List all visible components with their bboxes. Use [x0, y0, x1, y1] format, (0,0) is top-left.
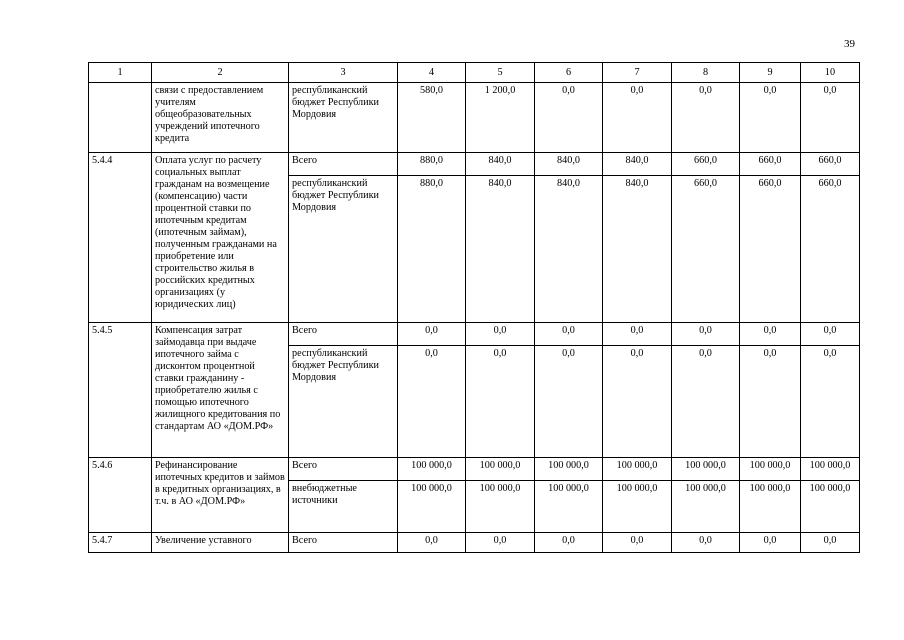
- funding-source: Всего: [289, 153, 398, 176]
- value-cell: 0,0: [740, 533, 801, 553]
- value-cell: 0,0: [740, 323, 801, 346]
- value-cell: 0,0: [801, 323, 860, 346]
- value-cell: 0,0: [672, 323, 740, 346]
- value-cell: 0,0: [603, 346, 672, 458]
- funding-source: республиканский бюджет Республики Мордовия: [289, 83, 398, 153]
- column-header: 2: [152, 63, 289, 83]
- value-cell: 100 000,0: [466, 481, 535, 533]
- value-cell: 0,0: [535, 83, 603, 153]
- value-cell: 100 000,0: [672, 458, 740, 481]
- value-cell: 660,0: [740, 176, 801, 323]
- value-cell: 0,0: [740, 83, 801, 153]
- value-cell: 0,0: [398, 533, 466, 553]
- column-header: 5: [466, 63, 535, 83]
- column-header: 6: [535, 63, 603, 83]
- table-row: [89, 323, 860, 346]
- item-code: [89, 83, 152, 153]
- funding-source: Всего: [289, 323, 398, 346]
- value-cell: 100 000,0: [801, 458, 860, 481]
- value-cell: 0,0: [801, 83, 860, 153]
- value-cell: 0,0: [603, 83, 672, 153]
- value-cell: 0,0: [672, 83, 740, 153]
- item-code: 5.4.5: [89, 323, 152, 458]
- funding-source: республиканский бюджет Республики Мордовия: [289, 176, 398, 323]
- budget-table: [88, 62, 860, 553]
- value-cell: 0,0: [466, 346, 535, 458]
- value-cell: 660,0: [672, 153, 740, 176]
- value-cell: 0,0: [398, 323, 466, 346]
- value-cell: 840,0: [466, 176, 535, 323]
- funding-source: Всего: [289, 533, 398, 553]
- item-code: 5.4.6: [89, 458, 152, 533]
- value-cell: 100 000,0: [603, 458, 672, 481]
- value-cell: 660,0: [801, 176, 860, 323]
- value-cell: 0,0: [603, 323, 672, 346]
- value-cell: 840,0: [603, 153, 672, 176]
- value-cell: 880,0: [398, 153, 466, 176]
- funding-source: Всего: [289, 458, 398, 481]
- column-header: 10: [801, 63, 860, 83]
- value-cell: 0,0: [535, 533, 603, 553]
- value-cell: 100 000,0: [466, 458, 535, 481]
- value-cell: 840,0: [466, 153, 535, 176]
- value-cell: 100 000,0: [740, 458, 801, 481]
- item-code: 5.4.4: [89, 153, 152, 323]
- value-cell: 840,0: [603, 176, 672, 323]
- table-row: [89, 458, 860, 481]
- page-number: 39: [844, 38, 855, 50]
- item-name: Увеличение уставного: [152, 533, 289, 553]
- value-cell: 0,0: [801, 533, 860, 553]
- value-cell: 100 000,0: [801, 481, 860, 533]
- item-name: связи с предоставлением учителям общеобразовательных учреждений ипотечного кредита: [152, 83, 289, 153]
- value-cell: 100 000,0: [398, 458, 466, 481]
- value-cell: 100 000,0: [535, 458, 603, 481]
- item-name: Оплата услуг по расчету социальных выплат гражданам на возмещение (компенсацию) части процентной ставки по ипотечным кредитам (ипотечным займам), полученным гражданами на приобретение или строительство жилья в российских кредитных организациях (у юридических лиц): [152, 153, 289, 323]
- value-cell: 100 000,0: [672, 481, 740, 533]
- value-cell: 0,0: [801, 346, 860, 458]
- funding-source: республиканский бюджет Республики Мордовия: [289, 346, 398, 458]
- value-cell: 660,0: [801, 153, 860, 176]
- value-cell: 580,0: [398, 83, 466, 153]
- value-cell: 100 000,0: [603, 481, 672, 533]
- item-name: Рефинансирование ипотечных кредитов и займов в кредитных организациях, в т.ч. в АО «ДОМ.РФ»: [152, 458, 289, 533]
- item-code: 5.4.7: [89, 533, 152, 553]
- value-cell: 840,0: [535, 153, 603, 176]
- value-cell: 0,0: [672, 346, 740, 458]
- value-cell: 0,0: [398, 346, 466, 458]
- value-cell: 0,0: [535, 346, 603, 458]
- value-cell: 0,0: [535, 323, 603, 346]
- value-cell: 0,0: [466, 323, 535, 346]
- value-cell: 0,0: [740, 346, 801, 458]
- value-cell: 0,0: [603, 533, 672, 553]
- column-header: 7: [603, 63, 672, 83]
- funding-source: внебюджетные источники: [289, 481, 398, 533]
- table-row: [89, 533, 860, 553]
- item-name: Компенсация затрат займодавца при выдаче ипотечного займа с дисконтом процентной ставки гражданину - приобретателю жилья с помощью ипотечного жилищного кредитования по стандартам АО «ДОМ.РФ»: [152, 323, 289, 458]
- value-cell: 1 200,0: [466, 83, 535, 153]
- table-row: [89, 153, 860, 176]
- value-cell: 880,0: [398, 176, 466, 323]
- value-cell: 840,0: [535, 176, 603, 323]
- column-header: 9: [740, 63, 801, 83]
- value-cell: 100 000,0: [535, 481, 603, 533]
- column-header: 1: [89, 63, 152, 83]
- column-header: 8: [672, 63, 740, 83]
- value-cell: 660,0: [672, 176, 740, 323]
- column-header: 3: [289, 63, 398, 83]
- table-row: [89, 83, 860, 153]
- value-cell: 0,0: [466, 533, 535, 553]
- value-cell: 100 000,0: [740, 481, 801, 533]
- value-cell: 100 000,0: [398, 481, 466, 533]
- column-header: 4: [398, 63, 466, 83]
- header-row: [89, 63, 860, 83]
- value-cell: 660,0: [740, 153, 801, 176]
- value-cell: 0,0: [672, 533, 740, 553]
